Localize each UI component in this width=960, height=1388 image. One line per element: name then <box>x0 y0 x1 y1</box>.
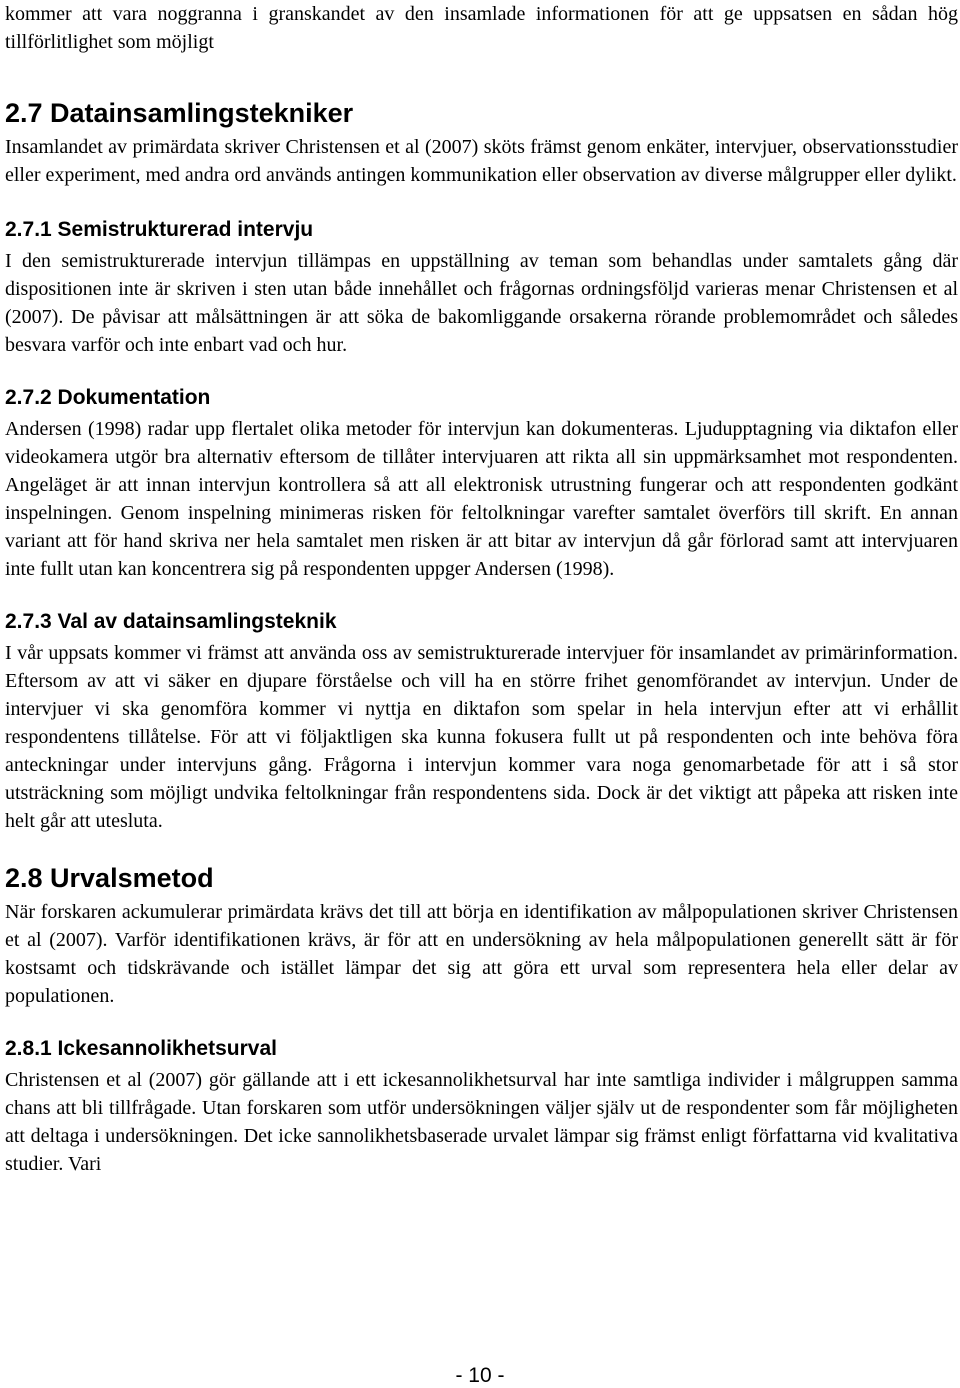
section-heading-2-8-1: 2.8.1 Ickesannolikhetsurval <box>5 1037 277 1060</box>
section-body-2-7-1: I den semistrukturerade intervjun tillämpas en uppställning av teman som behandlas under samtalets gång där dispositionen inte är skriven i sten utan både innehållet och frågornas ordningsföljd varieras menar Christensen et al (2007). De påvisar att målsättningen är att söka de bakomliggande orsakerna rörande problemområdet och således besvara varför och inte enbart vad och hur. <box>5 250 958 356</box>
document-page <box>5 0 958 1178</box>
section-heading-2-7-3: 2.7.3 Val av datainsamlingsteknik <box>5 610 337 633</box>
section-heading-2-7-1: 2.7.1 Semistrukturerad intervju <box>5 218 314 241</box>
page-number: - 10 - <box>455 1364 505 1387</box>
section-heading-2-7-2: 2.7.2 Dokumentation <box>5 386 211 409</box>
section-body-2-8-1: Christensen et al (2007) gör gällande att i ett ickesannolikhetsurval har inte samtliga individer i målgruppen samma chans att bli tillfrågade. Utan forskaren som utför undersökningen väljer själv ut de respondenter som får möjligheten att deltaga i undersökningen. Det icke sannolikhetsbaserade urvalet lämpar sig främst enligt författarna vid kvalitativa studier. Vari <box>5 1069 958 1175</box>
section-body-2-7: Insamlandet av primärdata skriver Christensen et al (2007) sköts främst genom enkäter, intervjuer, observationsstudier eller experiment, med andra ord används antingen kommunikation eller observation av diverse målgrupper eller dylikt. <box>5 136 958 186</box>
intro-paragraph: kommer att vara noggranna i granskandet av den insamlade informationen för att ge uppsatsen en sådan hög tillförlitlighet som möjligt <box>5 3 958 53</box>
section-heading-2-8: 2.8 Urvalsmetod <box>5 863 214 893</box>
section-heading-2-7: 2.7 Datainsamlingstekniker <box>5 98 354 128</box>
section-body-2-7-2: Andersen (1998) radar upp flertalet olika metoder för intervjun kan dokumenteras. Ljudupptagning via diktafon eller videokamera utgör bra alternativ eftersom de tillåter intervjuaren att rikta all sin uppmärksamhet mot respondenten. Angeläget är att innan intervjun kontrollera så att all elektronisk utrustning fungerar och att respondenten godkänt inspelningen. Genom inspelning minimeras risken för feltolkningar varefter samtalet överförs till skrift. En annan variant att för hand skriva ner hela samtalet men risken är att bitar av intervjun då går förlorad samt att intervjuaren inte fullt utan kan koncentrera sig på respondenten uppger Andersen (1998). <box>5 418 958 580</box>
section-body-2-7-3: I vår uppsats kommer vi främst att använda oss av semistrukturerade intervjuer för insamlandet av primärinformation. Eftersom av att vi säker en djupare förståelse och vill ha en större frihet genomförandet av intervjun. Under de intervjuer vi ska genomföra kommer vi nyttja en diktafon som spelar in hela intervjun efter att vi erhållit respondentens tillåtelse. För att vi följaktligen ska kunna fokusera fullt ut på respondenten och inte behöva föra anteckningar under intervjuns gång. Frågorna i intervjun kommer vara noga genomarbetade för att i så stor utsträckning som möjligt undvika feltolkningar från respondentens sida. Dock är det viktigt att påpeka att risken inte helt går att utesluta. <box>5 642 958 832</box>
section-body-2-8: När forskaren ackumulerar primärdata krävs det till att börja en identifikation av målpopulationen skriver Christensen et al (2007). Varför identifikationen krävs, är för att en undersökning av hela målpopulationen generellt sätt är för kostsamt och tidskrävande och istället lämpar det sig att göra ett urval som representera hela eller delar av populationen. <box>5 901 958 1007</box>
